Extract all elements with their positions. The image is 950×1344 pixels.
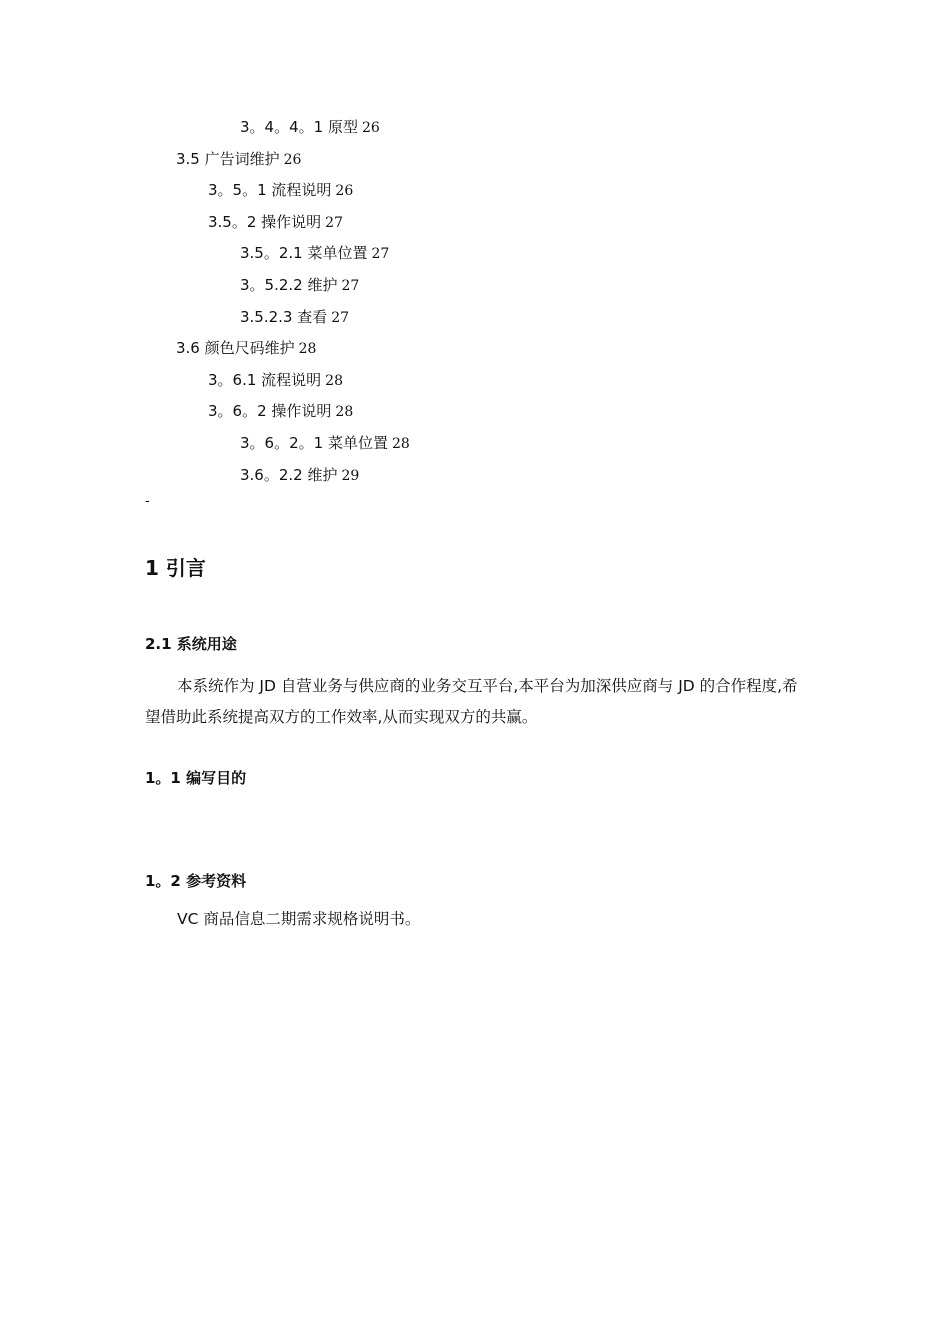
toc-entry[interactable] (0, 396, 950, 428)
toc-entry[interactable] (0, 428, 950, 460)
toc-entry-page: 29 (341, 467, 360, 484)
toc-entry-title: 3。6.1 流程说明 (208, 370, 322, 389)
toc-entry-page: 28 (325, 372, 343, 389)
toc-entry[interactable] (0, 302, 950, 334)
toc-entry-title: 3。5。1 流程说明 (208, 181, 332, 200)
references-paragraph: VC 商品信息二期需求规格说明书。 (177, 910, 421, 928)
toc-entry[interactable] (0, 270, 950, 302)
toc-entry-page: 27 (341, 277, 360, 294)
toc-entry-title: 3。6。2。1 菜单位置 (240, 433, 388, 452)
section-heading-references: 1。2 参考资料 (145, 872, 247, 890)
purpose-paragraph: 本系统作为 JD 自营业务与供应商的业务交互平台,本平台为加深供应商与 JD 的合作程度,希望借助此系统提高双方的工作效率,从而实现双方的共赢。 (145, 677, 798, 726)
toc-entry-title: 3。4。4。1 原型 (240, 118, 358, 136)
toc-entry-page: 28 (298, 341, 317, 358)
toc-entry[interactable] (0, 144, 950, 176)
toc-entry-title: 3.6。2.2 维护 (240, 465, 338, 484)
toc-entry-title: 3。5.2.2 维护 (240, 275, 338, 294)
toc-entry-page: 26 (361, 120, 380, 136)
section-heading-writing-goal: 1。1 编写目的 (145, 769, 247, 787)
toc-entry-title: 3.5 广告词维护 (176, 149, 280, 168)
toc-entry[interactable] (0, 207, 950, 239)
toc-entry-title: 3.5。2 操作说明 (208, 212, 322, 231)
section-heading-purpose: 2.1 系统用途 (145, 635, 237, 653)
chapter-title: 1 引言 (145, 556, 206, 580)
toc-entry-title: 3.5.2.3 查看 (240, 307, 328, 326)
toc-entry[interactable] (0, 365, 950, 397)
toc-entry[interactable] (0, 460, 950, 492)
table-of-contents (0, 112, 950, 491)
toc-entry-page: 26 (283, 151, 302, 168)
toc-entry[interactable] (0, 333, 950, 365)
toc-entry[interactable] (0, 175, 950, 207)
toc-entry-title: 3.5。2.1 菜单位置 (240, 244, 368, 263)
toc-entry[interactable] (0, 112, 950, 144)
toc-entry-page: 28 (335, 404, 354, 421)
toc-entry-page: 28 (391, 435, 410, 452)
separator-mark: - (145, 494, 150, 509)
toc-entry-page: 27 (331, 309, 350, 326)
toc-entry-title: 3.6 颜色尺码维护 (176, 339, 295, 358)
toc-entry-page: 27 (371, 246, 390, 263)
toc-entry[interactable] (0, 238, 950, 270)
toc-entry-title: 3。6。2 操作说明 (208, 402, 332, 421)
toc-entry-page: 27 (325, 214, 343, 231)
toc-entry-page: 26 (335, 183, 354, 200)
